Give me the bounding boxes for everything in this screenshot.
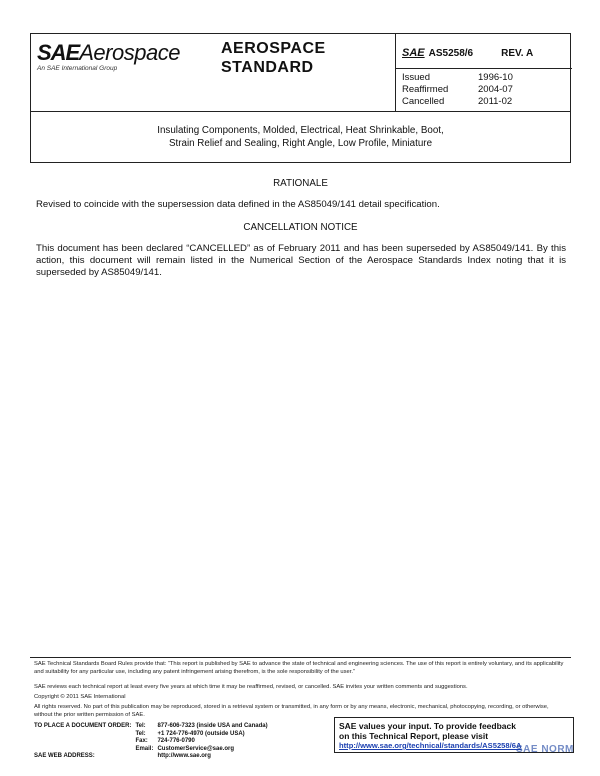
sae-mark: SAE [402, 47, 425, 59]
footer-divider [30, 657, 571, 658]
standard-title [221, 39, 326, 77]
feedback-line2: on this Technical Report, please visit [339, 731, 489, 741]
contact-value: 877-606-7323 (inside USA and Canada) [157, 723, 268, 729]
order-label: TO PLACE A DOCUMENT ORDER: [34, 723, 132, 729]
logo-sae-text: SAE [37, 40, 80, 65]
logo-group-text: An SAE International Group [37, 65, 118, 72]
standard-title-line2: STANDARD [221, 59, 314, 76]
document-info-block [395, 34, 572, 111]
feedback-link[interactable]: http://www.sae.org/technical/standards/AS5258/6A [339, 741, 522, 750]
logo-aerospace-text: Aerospace [79, 40, 180, 65]
footer-rules-text: SAE Technical Standards Board Rules provide that: “This report is published by SAE to advance the state of technical and engineering sciences. The use of this report is entirely voluntary, and its applicability and suitability for any particular use, including any patent infringement arising therefrom, is the sole responsibility of the user.” [34, 661, 564, 675]
contact-value: +1 724-776-4970 (outside USA) [157, 730, 245, 737]
header-box [30, 33, 571, 112]
contact-key: Email: [135, 745, 154, 752]
status-label: Cancelled [402, 96, 445, 107]
contact-value: 724-776-0790 [157, 738, 195, 744]
status-value: 2004-07 [478, 84, 513, 95]
order-contact-block [34, 723, 272, 761]
status-value: 1996-10 [478, 72, 513, 83]
status-row [396, 96, 572, 108]
document-title-line1: Insulating Components, Molded, Electrical, Heat Shrinkable, Boot, [157, 125, 444, 136]
status-row [396, 84, 572, 96]
rationale-text: Revised to coincide with the supersession data defined in the AS85049/141 detail specification. [36, 199, 440, 210]
rationale-heading: RATIONALE [273, 178, 328, 189]
status-label: Issued [402, 72, 430, 83]
contact-email[interactable]: CustomerService@sae.org [157, 745, 235, 752]
document-title-line2: Strain Relief and Sealing, Right Angle, Low Profile, Miniature [168, 138, 433, 149]
document-number: AS5258/6 [428, 48, 474, 59]
footer-review-text: SAE reviews each technical report at least every five years at which time it may be reaffirmed, revised, or cancelled. SAE invites your written comments and suggestions. [34, 684, 468, 690]
footer-rights-text: All rights reserved. No part of this publication may be reproduced, stored in a retrieval system or transmitted, in any form or by any means, electronic, mechanical, photocopying, recording, or otherwise, without the prior written permission of SAE. [34, 704, 549, 718]
document-number-row [402, 47, 533, 59]
status-label: Reaffirmed [402, 84, 449, 95]
contact-key: Tel: [135, 723, 146, 729]
cancellation-heading: CANCELLATION NOTICE [243, 222, 358, 233]
standard-title-line1: AEROSPACE [221, 40, 326, 57]
contact-key: Fax: [135, 738, 148, 744]
status-value: 2011-02 [478, 96, 513, 107]
status-row [396, 69, 572, 84]
web-address-label: SAE WEB ADDRESS: [34, 753, 95, 759]
cancellation-text: This document has been declared “CANCELLED” as of February 2011 and has been superseded by AS85049/141. By this action, this document will remain listed in the Numerical Section of the Aerospace Standards Index noting that it is superseded by AS85049/141. [36, 243, 566, 278]
contact-key: Tel: [135, 730, 146, 737]
footer-copyright: Copyright © 2011 SAE International [34, 694, 126, 700]
web-address-link[interactable]: http://www.sae.org [157, 753, 211, 759]
revision-label: REV. A [501, 48, 534, 59]
sae-norm-watermark: SAE NORM [516, 744, 574, 755]
document-title-box [30, 111, 571, 163]
feedback-line1: SAE values your input. To provide feedback [339, 721, 516, 731]
sae-aerospace-logo [37, 40, 180, 72]
status-table [396, 68, 572, 108]
